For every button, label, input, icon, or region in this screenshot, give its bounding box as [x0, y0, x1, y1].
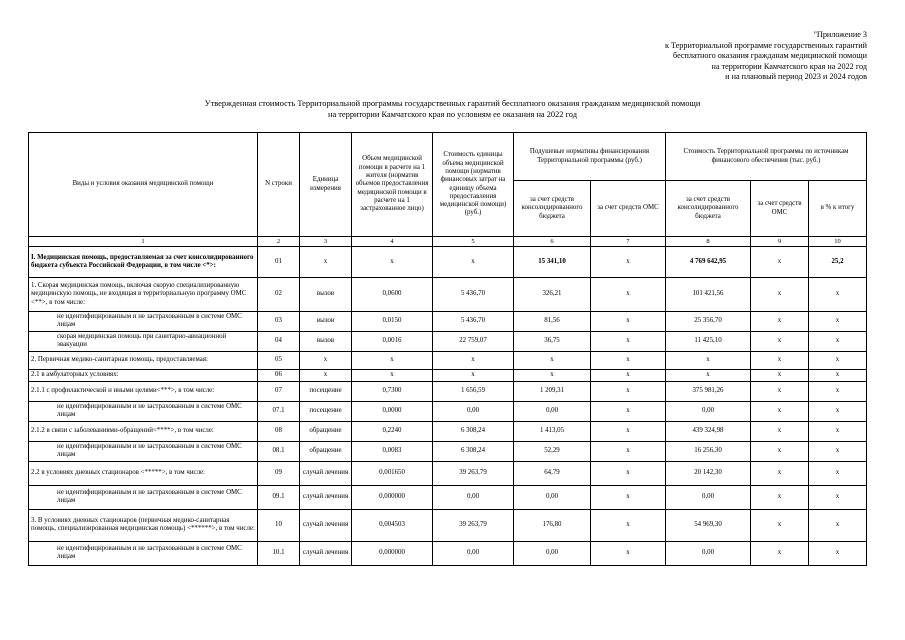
row-unit: х	[300, 247, 352, 278]
row-name: скорая медицинская помощь при санитарно-авиационной эвакуации	[29, 331, 258, 351]
row-name: 3. В условиях дневных стационаров (первичная медико-санитарная помощь, специализированная медицинская помощь) <******>, в том числе:	[29, 509, 258, 541]
row-number: 01	[258, 247, 300, 278]
table-row	[29, 401, 867, 421]
table-row	[29, 421, 867, 441]
row-number: 07	[258, 381, 300, 401]
header-oms: за счет средств ОМС	[591, 181, 666, 237]
row-per-capita-oms: х	[591, 461, 666, 485]
row-per-capita-oms: х	[591, 421, 666, 441]
annex-line-1: "Приложение 3	[813, 30, 867, 39]
col-number: 1	[29, 237, 258, 247]
row-per-capita-budget: 81,56	[514, 312, 591, 332]
row-unit-cost: 5 436,70	[433, 312, 514, 332]
row-total-oms: х	[751, 312, 809, 332]
row-percent: х	[809, 401, 867, 421]
row-per-capita-oms: х	[591, 278, 666, 312]
row-name: 2.1 в амбулаторных условиях:	[29, 369, 258, 381]
row-per-capita-oms: х	[591, 401, 666, 421]
row-unit-cost: х	[433, 351, 514, 369]
row-name: 2.1.2 в связи с заболеваниями-обращений<****>, в том числе:	[29, 421, 258, 441]
header-per-capita: Подушевые нормативы финансирования Территориальной программы (руб.)	[514, 133, 666, 181]
row-percent: х	[809, 461, 867, 485]
header-pct: в % к итогу	[809, 181, 867, 237]
row-unit-cost: х	[433, 369, 514, 381]
col-number: 3	[300, 237, 352, 247]
row-percent: х	[809, 485, 867, 509]
row-total-oms: х	[751, 369, 809, 381]
table-row	[29, 509, 867, 541]
row-per-capita-oms: х	[591, 541, 666, 565]
table-row	[29, 312, 867, 332]
row-total-budget: 25 356,70	[666, 312, 751, 332]
row-unit-cost: 0,00	[433, 401, 514, 421]
row-name: 2.2 в условиях дневных стационаров <*****>, в том числе:	[29, 461, 258, 485]
row-volume: 0,0150	[352, 312, 433, 332]
row-name: не идентифицированным и не застрахованным в системе ОМС лицам	[29, 541, 258, 565]
row-per-capita-oms: х	[591, 441, 666, 461]
annex-header	[665, 30, 867, 83]
row-total-oms: х	[751, 421, 809, 441]
row-unit: вызов	[300, 331, 352, 351]
row-number: 07.1	[258, 401, 300, 421]
row-total-budget: 0,00	[666, 485, 751, 509]
table-row	[29, 541, 867, 565]
row-percent: х	[809, 312, 867, 332]
row-name: не идентифицированным и не застрахованным в системе ОМС лицам	[29, 485, 258, 509]
annex-line-2: к Территориальной программе государственных гарантий	[664, 40, 867, 50]
row-per-capita-oms: х	[591, 485, 666, 509]
row-percent: х	[809, 509, 867, 541]
row-unit-cost: 22 759,07	[433, 331, 514, 351]
row-total-budget: 16 256,30	[666, 441, 751, 461]
row-volume: х	[352, 369, 433, 381]
table-row	[29, 369, 867, 381]
row-total-budget: 439 324,98	[666, 421, 751, 441]
document-title	[0, 98, 905, 120]
row-name: не идентифицированным и не застрахованным в системе ОМС лицам	[29, 312, 258, 332]
row-percent: х	[809, 278, 867, 312]
table-row	[29, 381, 867, 401]
row-total-budget: х	[666, 369, 751, 381]
row-number: 03	[258, 312, 300, 332]
row-total-budget: 4 769 642,95	[666, 247, 751, 278]
row-per-capita-budget: 0,00	[514, 485, 591, 509]
row-unit-cost: х	[433, 247, 514, 278]
row-total-budget: 20 142,30	[666, 461, 751, 485]
header-oms-2: за счет средств ОМС	[751, 181, 809, 237]
row-per-capita-budget: 326,21	[514, 278, 591, 312]
row-unit: вызов	[300, 312, 352, 332]
row-unit-cost: 0,00	[433, 485, 514, 509]
row-per-capita-oms: х	[591, 331, 666, 351]
row-unit: посещение	[300, 381, 352, 401]
row-total-budget: 101 421,56	[666, 278, 751, 312]
row-number: 10.1	[258, 541, 300, 565]
annex-line-3: бесплатного оказания гражданам медицинской помощи	[673, 51, 867, 61]
row-unit: случай лечения	[300, 541, 352, 565]
col-number: 7	[591, 237, 666, 247]
row-number: 09	[258, 461, 300, 485]
header-consolidated-budget: за счет средств консолидированного бюджета	[514, 181, 591, 237]
row-total-oms: х	[751, 441, 809, 461]
row-per-capita-oms: х	[591, 381, 666, 401]
row-per-capita-budget: х	[514, 351, 591, 369]
header-volume: Объем медицинской помощи в расчете на 1 жителя (норматив объемов предоставления медицинской помощи в расчете на 1 застрахованное лицо)	[352, 133, 433, 237]
col-number: 6	[514, 237, 591, 247]
row-name: 1. Скорая медицинская помощь, включая скорую специализированную медицинскую помощь, не входящая в территориальную программу ОМС <**>, в том числе:	[29, 278, 258, 312]
row-volume: 0,001650	[352, 461, 433, 485]
row-total-oms: х	[751, 401, 809, 421]
row-name: 2.1.1 с профилактической и иными целями<***>, в том числе:	[29, 381, 258, 401]
row-volume: 0,2240	[352, 421, 433, 441]
column-numbers-row	[29, 237, 867, 247]
row-unit: обращение	[300, 421, 352, 441]
row-percent: 25,2	[809, 247, 867, 278]
row-total-budget: 375 981,26	[666, 381, 751, 401]
row-unit-cost: 0,00	[433, 541, 514, 565]
row-unit-cost: 5 436,70	[433, 278, 514, 312]
row-per-capita-budget: 64,79	[514, 461, 591, 485]
header-total-cost: Стоимость Территориальной программы по источникам финансового обеспечения (тыс. руб.)	[666, 133, 867, 181]
row-per-capita-budget: 1 413,05	[514, 421, 591, 441]
table-row	[29, 441, 867, 461]
row-name: 2. Первичная медико-санитарная помощь, предоставляемая:	[29, 351, 258, 369]
row-volume: 0,004503	[352, 509, 433, 541]
row-per-capita-oms: х	[591, 509, 666, 541]
row-total-oms: х	[751, 485, 809, 509]
row-unit: х	[300, 369, 352, 381]
table-row	[29, 331, 867, 351]
header-cost-unit: Стоимость единицы объема медицинской помощи (норматив финансовых затрат на единицу объема предоставления медицинской помощи) (руб.)	[433, 133, 514, 237]
title-line-1: Утвержденная стоимость Территориальной программы государственных гарантий бесплатного оказания гражданам медицинской помощи	[204, 99, 701, 108]
row-per-capita-budget: 15 341,10	[514, 247, 591, 278]
header-unit: Единица измерения	[300, 133, 352, 237]
row-total-oms: х	[751, 247, 809, 278]
col-number: 9	[751, 237, 809, 247]
row-unit: случай лечения	[300, 461, 352, 485]
row-per-capita-budget: 0,00	[514, 541, 591, 565]
row-volume: 0,0000	[352, 401, 433, 421]
row-unit: случай лечения	[300, 509, 352, 541]
row-total-oms: х	[751, 351, 809, 369]
col-number: 2	[258, 237, 300, 247]
row-unit: случай лечения	[300, 485, 352, 509]
row-total-oms: х	[751, 278, 809, 312]
table-row	[29, 278, 867, 312]
row-total-budget: 0,00	[666, 401, 751, 421]
header-kinds: Виды и условия оказания медицинской помощи	[29, 133, 258, 237]
row-per-capita-oms: х	[591, 351, 666, 369]
row-total-budget: х	[666, 351, 751, 369]
row-number: 08.1	[258, 441, 300, 461]
row-total-oms: х	[751, 381, 809, 401]
row-unit-cost: 1 656,59	[433, 381, 514, 401]
row-percent: х	[809, 421, 867, 441]
row-per-capita-budget: 0,00	[514, 401, 591, 421]
row-per-capita-budget: 36,75	[514, 331, 591, 351]
row-percent: х	[809, 351, 867, 369]
row-number: 06	[258, 369, 300, 381]
table-row	[29, 461, 867, 485]
row-volume: 0,0016	[352, 331, 433, 351]
row-number: 05	[258, 351, 300, 369]
row-number: 02	[258, 278, 300, 312]
row-per-capita-budget: 176,80	[514, 509, 591, 541]
row-per-capita-budget: 52,29	[514, 441, 591, 461]
row-percent: х	[809, 441, 867, 461]
row-unit-cost: 6 308,24	[433, 421, 514, 441]
row-unit: посещение	[300, 401, 352, 421]
row-percent: х	[809, 541, 867, 565]
table-row	[29, 247, 867, 278]
row-name: I. Медицинская помощь, предоставляемая за счет консолидированного бюджета субъекта Российской Федерации, в том числе <*>:	[29, 247, 258, 278]
row-per-capita-oms: х	[591, 247, 666, 278]
row-per-capita-budget: х	[514, 369, 591, 381]
row-percent: х	[809, 369, 867, 381]
row-percent: х	[809, 331, 867, 351]
row-volume: 0,0083	[352, 441, 433, 461]
row-per-capita-budget: 1 209,31	[514, 381, 591, 401]
header-row-no: N строки	[258, 133, 300, 237]
row-unit: вызов	[300, 278, 352, 312]
row-volume: 0,7300	[352, 381, 433, 401]
row-percent: х	[809, 381, 867, 401]
col-number: 5	[433, 237, 514, 247]
row-total-oms: х	[751, 541, 809, 565]
row-volume: 0,000000	[352, 541, 433, 565]
row-volume: 0,000000	[352, 485, 433, 509]
row-name: не идентифицированным и не застрахованным в системе ОМС лицам	[29, 441, 258, 461]
annex-line-5: и на плановый период 2023 и 2024 годов	[725, 72, 867, 82]
col-number: 8	[666, 237, 751, 247]
header-consolidated-budget-2: за счет средств консолидированного бюджета	[666, 181, 751, 237]
col-number: 4	[352, 237, 433, 247]
row-per-capita-oms: х	[591, 312, 666, 332]
row-unit-cost: 39 263,79	[433, 461, 514, 485]
row-per-capita-oms: х	[591, 369, 666, 381]
title-line-2: на территории Камчатского края по условиям ее оказания на 2022 год	[327, 110, 578, 119]
row-volume: х	[352, 247, 433, 278]
row-volume: х	[352, 351, 433, 369]
row-unit: обращение	[300, 441, 352, 461]
table-row	[29, 485, 867, 509]
row-number: 04	[258, 331, 300, 351]
row-total-budget: 0,00	[666, 541, 751, 565]
annex-line-4: на территории Камчатского края на 2022 год	[711, 61, 867, 71]
row-unit-cost: 39 263,79	[433, 509, 514, 541]
row-volume: 0,0600	[352, 278, 433, 312]
row-number: 08	[258, 421, 300, 441]
row-total-oms: х	[751, 331, 809, 351]
row-name: не идентифицированным и не застрахованным в системе ОМС лицам	[29, 401, 258, 421]
row-total-oms: х	[751, 461, 809, 485]
cost-table	[28, 132, 867, 566]
table-row	[29, 351, 867, 369]
row-total-budget: 54 969,30	[666, 509, 751, 541]
row-total-oms: х	[751, 509, 809, 541]
row-number: 10	[258, 509, 300, 541]
row-total-budget: 11 425,10	[666, 331, 751, 351]
row-number: 09.1	[258, 485, 300, 509]
col-number: 10	[809, 237, 867, 247]
row-unit: х	[300, 351, 352, 369]
row-unit-cost: 6 308,24	[433, 441, 514, 461]
